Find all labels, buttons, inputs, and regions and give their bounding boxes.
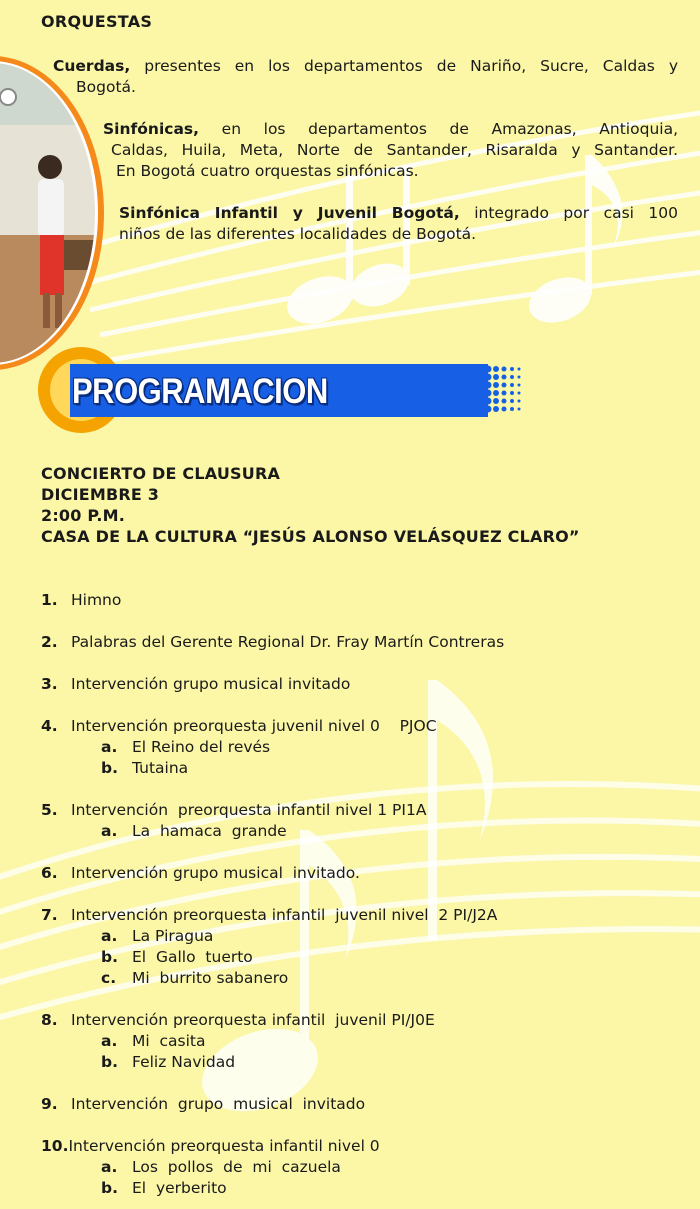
sub-item: a. La hamaca grande	[101, 822, 287, 840]
sub-item: a. El Reino del revés	[101, 738, 271, 756]
infantil-paragraph	[119, 203, 678, 245]
list-item: 10.Intervención preorquesta infantil nivel 0	[41, 1137, 380, 1155]
list-item: 8. Intervención preorquesta infantil juvenil PI/J0E	[41, 1011, 435, 1029]
sinfonicas-name: Sinfónicas,	[103, 120, 200, 138]
list-item: 6. Intervención grupo musical invitado.	[41, 864, 360, 882]
sub-item: a. Los pollos de mi cazuela	[101, 1158, 341, 1176]
cuerdas-line1: presentes en los departamentos de Nariño, Sucre, Caldas y	[144, 57, 678, 75]
list-item: 7. Intervención preorquesta infantil juvenil nivel 2 PI/J2A	[41, 906, 498, 924]
infantil-name: Sinfónica Infantil y Juvenil Bogotá,	[119, 204, 460, 222]
list-item: 1. Himno	[41, 591, 122, 609]
list-item: 5. Intervención preorquesta infantil nivel 1 PI1A	[41, 801, 427, 819]
list-item: 2. Palabras del Gerente Regional Dr. Fray Martín Contreras	[41, 633, 505, 651]
dots-pattern	[484, 364, 524, 417]
sinfonicas-paragraph	[103, 119, 678, 182]
cuerdas-paragraph	[53, 56, 678, 98]
list-item: 4. Intervención preorquesta juvenil nivel 0 PJOC	[41, 717, 437, 735]
sub-item: a. La Piragua	[101, 927, 214, 945]
sinfonicas-line3: En Bogotá cuatro orquestas sinfónicas.	[116, 162, 419, 180]
list-item: 3. Intervención grupo musical invitado	[41, 675, 351, 693]
sub-item: a. Mi casita	[101, 1032, 206, 1050]
infantil-line1: integrado por casi 100	[474, 204, 678, 222]
concert-photo	[0, 55, 105, 370]
infantil-line2: niños de las diferentes localidades de Bogotá.	[119, 225, 477, 243]
programacion-banner	[38, 347, 528, 437]
sub-item: b. El Gallo tuerto	[101, 948, 253, 966]
cuerdas-line2: Bogotá.	[76, 78, 136, 96]
concert-date: DICIEMBRE 3	[41, 485, 160, 504]
concert-venue: CASA DE LA CULTURA “JESÚS ALONSO VELÁSQUEZ CLARO”	[41, 527, 580, 546]
sinfonicas-line2: Caldas, Huila, Meta, Norte de Santander, Risaralda y Santander.	[111, 141, 678, 159]
sub-item: b. Feliz Navidad	[101, 1053, 236, 1071]
list-item: 9. Intervención grupo musical invitado	[41, 1095, 366, 1113]
cuerdas-name: Cuerdas,	[53, 57, 131, 75]
banner-title: PROGRAMACION	[72, 371, 328, 412]
concert-header	[41, 463, 580, 547]
concert-time: 2:00 P.M.	[41, 506, 126, 525]
concert-title: CONCIERTO DE CLAUSURA	[41, 464, 281, 483]
orquestas-title: ORQUESTAS	[41, 12, 153, 31]
sub-item: b. El yerberito	[101, 1179, 227, 1197]
sinfonicas-line1: en los departamentos de Amazonas, Antioquia,	[221, 120, 678, 138]
sub-item: c. Mi burrito sabanero	[101, 969, 289, 987]
sub-item: b. Tutaina	[101, 759, 189, 777]
